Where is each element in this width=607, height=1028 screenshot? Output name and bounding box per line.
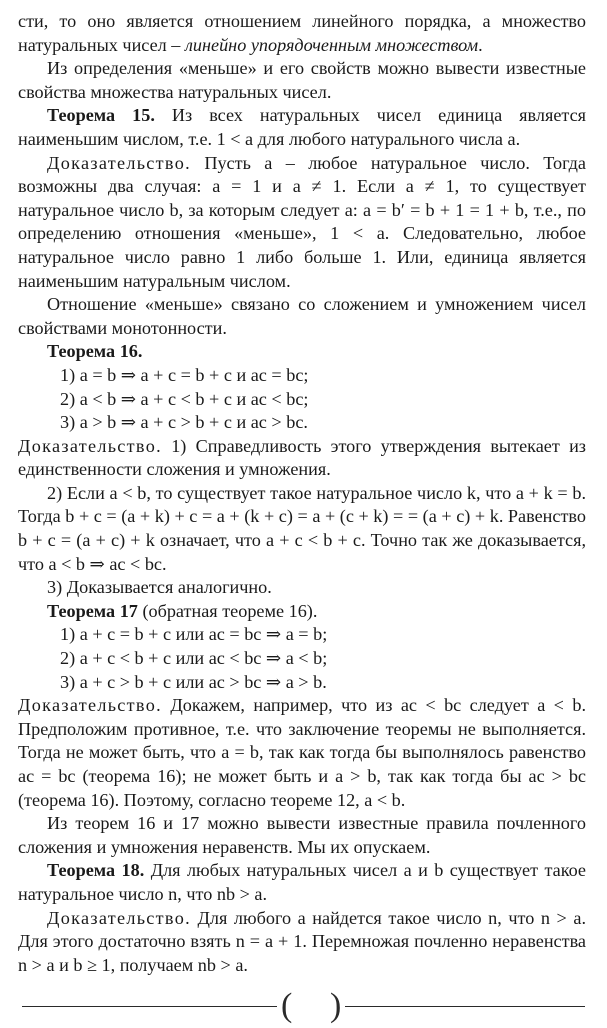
list-item: 1) a = b ⇒ a + c = b + c и ac = bc; (60, 364, 309, 385)
list-item: 3) a > b ⇒ a + c > b + c и ac > bc. (60, 412, 308, 433)
page-footer (0, 985, 607, 1025)
footer-rule-right (345, 1006, 585, 1007)
list-item: 2) a + c < b + c или ac < bc ⇒ a < b; (60, 648, 328, 669)
paragraph-continuation: сти, то оно является отношением линейного порядка, а множество натуральных чисел – линейно упорядоченным множеством. (18, 11, 586, 55)
proof-label: Доказательство. (47, 152, 191, 173)
paragraph-properties: Из определения «меньше» и его свойств можно вывести известные свойства множества натуральных чисел. (18, 58, 586, 102)
proof-16: Доказательство. 1) Справедливость этого утверждения вытекает из единственности сложения и умножения. (18, 435, 586, 480)
proof-15: Доказательство. Пусть a – любое натуральное число. Тогда возможны два случая: a = 1 и a ≠ 1. Если a ≠ 1, то существует натуральное число b, за которым следует a: a = b′ = b + 1 = 1 + b, т.е., по определению отношения «меньше», 1 < a. Следовательно, любое натуральное число равно 1 либо больше 1. Или, единица является наименьшим натуральным числом. (18, 152, 586, 291)
theorem-15 (18, 104, 586, 151)
list-item: 2) a < b ⇒ a + c < b + c и ac < bc; (60, 388, 309, 409)
proof-16-part-3: 3) Доказывается аналогично. (47, 577, 272, 598)
theorem-17-list (18, 623, 586, 694)
emphasis-term: линейно упорядоченным множеством (184, 34, 479, 55)
proof-label: Доказательство. (18, 435, 162, 456)
footer-bracket-left: ( (281, 987, 293, 1024)
theorem-17-heading: Теорема 17 (47, 600, 138, 621)
paragraph-monotonicity: Отношение «меньше» связано со сложением и умножением чисел свойствами монотонности. (18, 294, 586, 338)
theorem-16-heading: Теорема 16. (47, 341, 143, 362)
list-item: 3) a + c > b + c или ac > bc ⇒ a > b. (60, 671, 327, 692)
theorem-18-heading: Теорема 18. (47, 860, 145, 881)
theorem-18: Теорема 18. Для любых натуральных чисел a и b существует такое натуральное число n, что nb > a. (18, 860, 586, 904)
proof-16-part-2: 2) Если a < b, то существует такое натуральное число k, что a + k = b. Тогда b + c = (a + k) + c = a + (k + c) = a + (c + k) = = (a + c) + k. Равенство b + c = (a + c) + k означает, что a + c < b + c. Точно так же доказывается, что a < b ⇒ ac < bc. (18, 482, 586, 574)
footer-bracket-right: ) (330, 987, 342, 1024)
theorem-15-heading: Теорема 15. (47, 105, 155, 126)
proof-label: Доказательство. (18, 695, 162, 716)
proof-18: Доказательство. Для любого a найдется такое число n, что n > a. Для этого достаточно взять n = a + 1. Перемножая почленно неравенства n > a и b ≥ 1, получаем nb > a. (18, 907, 586, 975)
list-item: 1) a + c = b + c или ac = bc ⇒ a = b; (60, 624, 328, 645)
proof-17: Доказательство. Докажем, например, что из ac < bc следует a < b. Предположим противное, т.е. что заключение теоремы не выполняется. Тогда не может быть, что a = b, так как тогда бы выполнялось равенство ac = bc (теорема 16); не может быть и a > b, так как тогда бы ac > bc (теорема 16). Поэтому, согласно теореме 12, a < b. (18, 695, 586, 810)
proof-label: Доказательство. (47, 907, 191, 928)
footer-rule-left (22, 1006, 277, 1007)
paragraph-inequality-rules: Из теорем 16 и 17 можно вывести известные правила почленного сложения и умножения неравенств. Мы их опускаем. (18, 813, 586, 857)
theorem-16-list (18, 364, 586, 435)
theorem-15-text: Из всех натуральных чисел единица является наименьшим числом, т.е. 1 < a для любого натурального числа a. (18, 105, 587, 149)
page-body (18, 10, 586, 977)
theorem-17: Теорема 17 (обратная теореме 16). (47, 600, 318, 621)
